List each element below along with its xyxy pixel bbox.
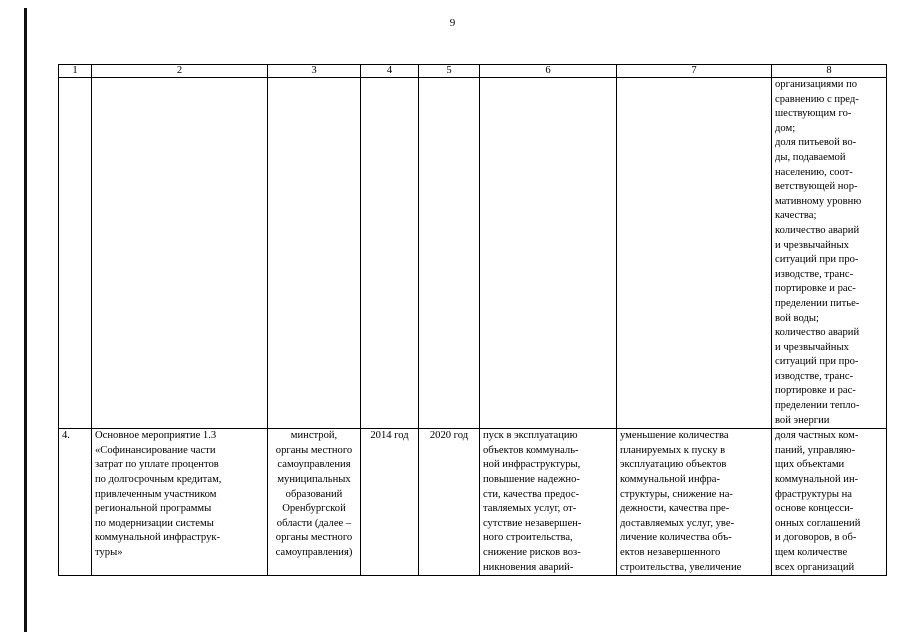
table-header-row xyxy=(59,65,887,78)
header-cell-1: 1 xyxy=(59,65,92,78)
text-line: населению, соот- xyxy=(775,166,853,178)
text-line: количество аварий xyxy=(775,224,860,236)
text-line: «Софинансирование части xyxy=(95,444,216,456)
text-line: ситуаций при про- xyxy=(775,356,859,368)
scan-edge-line xyxy=(24,8,27,632)
text-line: никновения аварий- xyxy=(483,561,574,573)
text-line: дежности, качества пре- xyxy=(620,503,730,515)
text-line: снижение рисков воз- xyxy=(483,547,581,558)
text-line: организациями по xyxy=(775,79,858,90)
text-line: пределении тепло- xyxy=(775,400,860,412)
text-line: количество аварий xyxy=(775,327,860,339)
header-cell-2: 2 xyxy=(92,65,268,78)
start-year-cell: 2014 год xyxy=(361,429,419,576)
text-line: фраструктуры на xyxy=(775,488,853,500)
text-line: повышение надежно- xyxy=(483,474,580,486)
row-number: 4. xyxy=(59,429,92,576)
cell-empty xyxy=(268,78,361,429)
text-line: уменьшение количества xyxy=(620,430,729,442)
text-line: туры» xyxy=(95,547,123,558)
text-line: привлеченным участником xyxy=(95,488,217,500)
cell-empty xyxy=(419,78,480,429)
cell-empty xyxy=(92,78,268,429)
table-row xyxy=(59,429,887,576)
text-line: всех организаций xyxy=(775,561,855,573)
text-line: органы местного xyxy=(275,532,353,544)
text-line: основе концесси- xyxy=(775,503,854,515)
header-cell-7: 7 xyxy=(617,65,772,78)
text-line: дом; xyxy=(775,122,796,134)
text-line: образований xyxy=(285,488,343,500)
text-line: и чрезвычайных xyxy=(775,341,849,353)
text-line: щем количестве xyxy=(775,547,848,558)
text-line: доля частных ком- xyxy=(775,430,859,442)
text-line: мативному уровню xyxy=(775,195,862,207)
text-line: доля питьевой во- xyxy=(775,137,857,149)
consequences-cell xyxy=(617,429,772,576)
cell-empty xyxy=(59,78,92,429)
text-line: пределении питье- xyxy=(775,297,860,309)
text-line: по модернизации системы xyxy=(95,517,214,529)
text-line: органы местного xyxy=(275,444,353,456)
text-line: муниципальных xyxy=(277,474,351,486)
text-line: коммунальной ин- xyxy=(775,474,859,486)
cell-empty xyxy=(361,78,419,429)
text-line: и чрезвычайных xyxy=(775,239,849,251)
text-line: щих объектами xyxy=(775,459,845,471)
cell-empty xyxy=(617,78,772,429)
text-line: пуск в эксплуатацию xyxy=(483,430,578,442)
header-cell-5: 5 xyxy=(419,65,480,78)
text-line: коммунальной инфраструк- xyxy=(95,532,221,544)
text-line: сутствие незавершен- xyxy=(483,517,582,529)
header-cell-6: 6 xyxy=(480,65,617,78)
text-line: портировке и рас- xyxy=(775,283,856,295)
text-line: строительства, увеличение xyxy=(620,561,742,573)
text-line: объектов коммуналь- xyxy=(483,444,579,456)
text-line: портировке и рас- xyxy=(775,385,856,397)
text-line: Основное мероприятие 1.3 xyxy=(95,430,217,442)
text-line: сравнению с пред- xyxy=(775,93,859,105)
text-line: сти, качества предос- xyxy=(483,488,580,500)
text-line: изводстве, транс- xyxy=(775,268,854,280)
text-line: доставляемых услуг, уве- xyxy=(620,517,735,529)
expected-result-cell xyxy=(480,429,617,576)
cell-empty xyxy=(480,78,617,429)
text-line: ветствующей нор- xyxy=(775,181,858,193)
table-row-continuation xyxy=(59,78,887,429)
text-line: качества; xyxy=(775,210,817,222)
executor-cell xyxy=(268,429,361,576)
text-line: ного строительства, xyxy=(483,532,573,544)
text-line: ектов незавершенного xyxy=(620,547,721,558)
header-cell-4: 4 xyxy=(361,65,419,78)
text-line: тавляемых услуг, от- xyxy=(483,503,577,515)
text-line: ды, подаваемой xyxy=(775,151,846,163)
text-line: онных соглашений xyxy=(775,517,861,529)
text-line: личение количества объ- xyxy=(620,532,732,544)
text-line: структуры, снижение на- xyxy=(620,488,733,500)
text-line: планируемых к пуску в xyxy=(620,444,726,456)
text-line: минстрой, xyxy=(290,430,338,442)
header-cell-8: 8 xyxy=(772,65,887,78)
text-line: ной инфраструктуры, xyxy=(483,459,581,471)
page-number: 9 xyxy=(449,17,456,29)
text-line: вой энергии xyxy=(775,414,830,426)
text-line: регионaльной программы xyxy=(95,503,212,515)
text-line: и договоров, в об- xyxy=(775,532,857,544)
text-line: по долгосрочным кредитам, xyxy=(95,474,222,486)
text-line: коммунальной инфра- xyxy=(620,474,721,486)
text-line: изводстве, транс- xyxy=(775,370,854,382)
text-line: вой воды; xyxy=(775,312,819,324)
text-line: ситуаций при про- xyxy=(775,254,859,266)
end-year-cell: 2020 год xyxy=(419,429,480,576)
header-cell-3: 3 xyxy=(268,65,361,78)
measure-name-cell xyxy=(92,429,268,576)
text-line: самоуправления) xyxy=(275,547,353,558)
text-line: паний, управляю- xyxy=(775,444,856,456)
text-line: эксплуатацию объектов xyxy=(620,459,727,471)
text-line: Оренбургской xyxy=(282,503,346,515)
text-line: шествующим го- xyxy=(775,108,852,120)
indicators-cell xyxy=(772,78,887,429)
text-line: затрат по уплате процентов xyxy=(95,459,219,471)
text-line: самоуправления xyxy=(277,459,351,471)
document-table xyxy=(58,64,887,576)
indicators-cell xyxy=(772,429,887,576)
text-line: области (далее – xyxy=(276,517,352,529)
